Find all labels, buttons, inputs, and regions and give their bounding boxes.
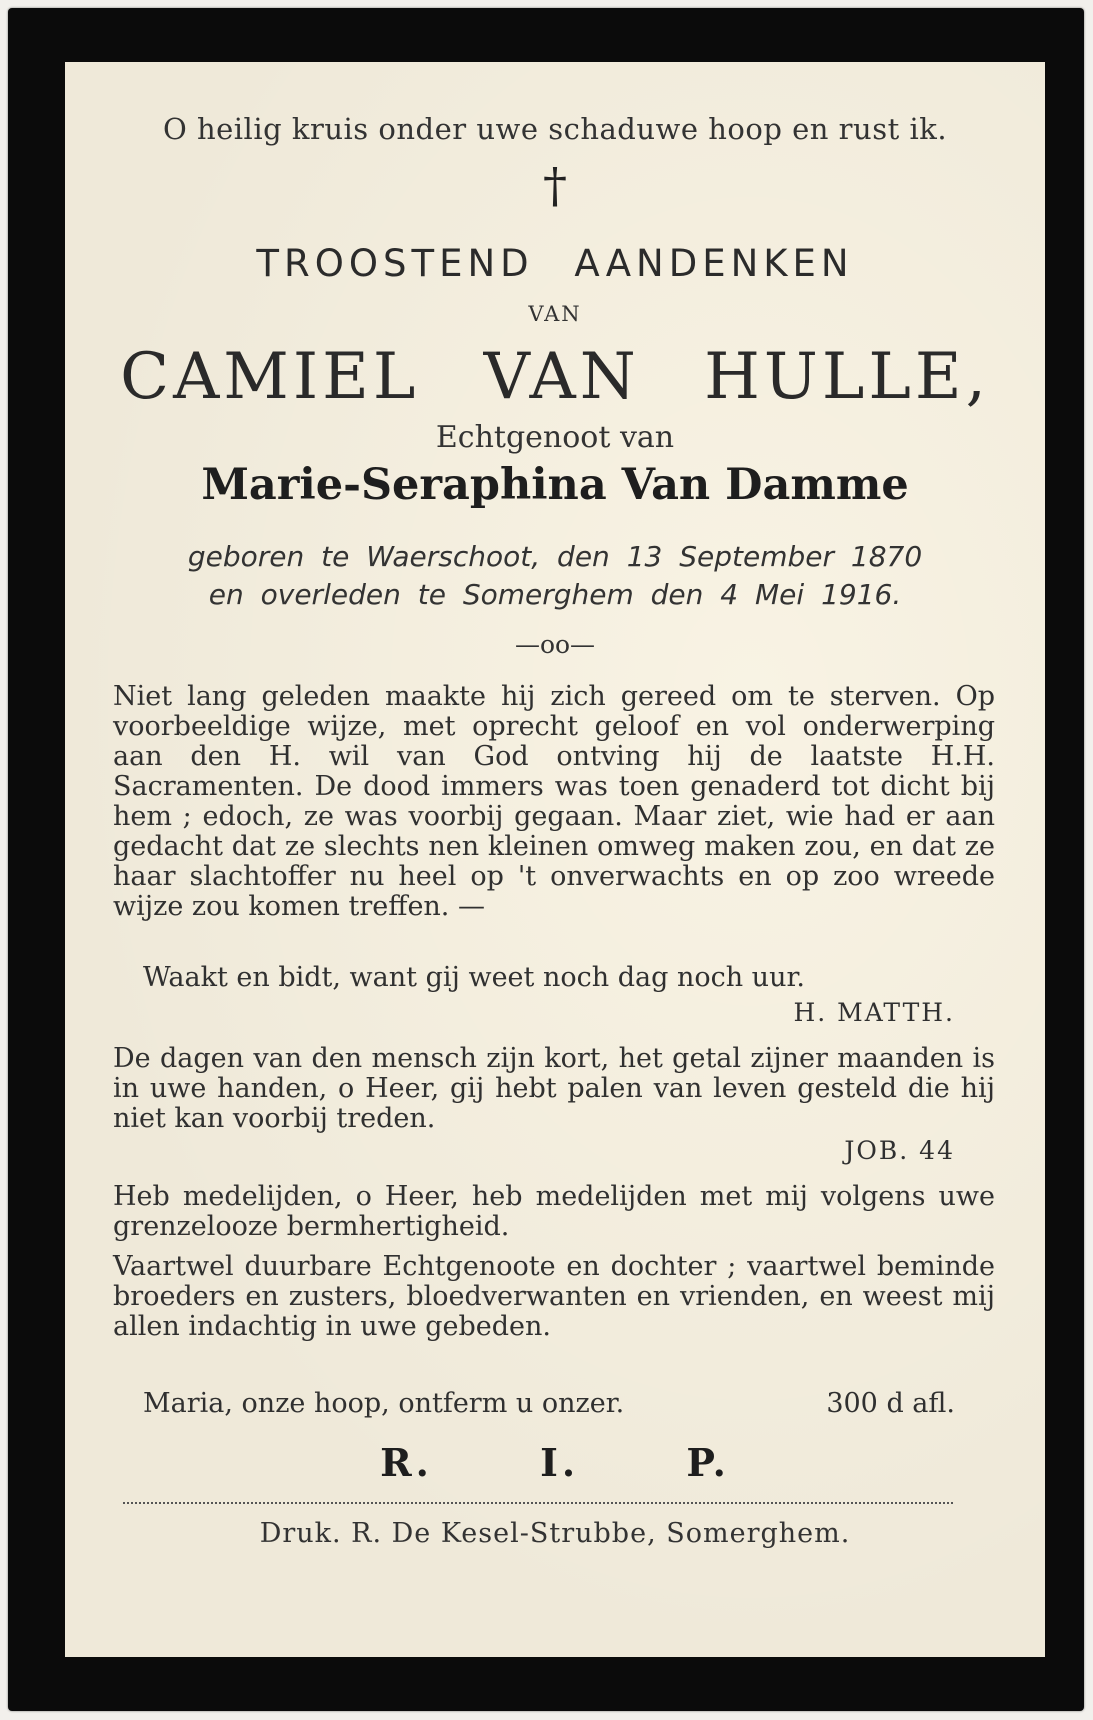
paragraph-2: De dagen van den mensch zijn kort, het getal zijner maanden is in uwe handen, o Heer, gij hebt palen van leven gesteld die hij niet kan voorbij treden. bbox=[113, 1043, 995, 1134]
cross-icon: † bbox=[543, 158, 567, 214]
van-label: VAN bbox=[528, 302, 582, 326]
quote-2-source: JOB. 44 bbox=[844, 1136, 955, 1165]
quote-1-source: H. MATTH. bbox=[793, 998, 955, 1027]
prayer-line: Maria, onze hoop, ontferm u onzer. bbox=[143, 1388, 625, 1419]
memorial-card bbox=[8, 8, 1084, 1711]
rip: R. I. P. bbox=[380, 1440, 730, 1485]
paragraph-4: Vaartwel duurbare Echtgenoote en dochter ; vaartwel beminde broeders en zusters, bloedverwanten en vrienden, en weest mij allen indachtig in uwe gebeden. bbox=[113, 1251, 995, 1342]
deceased-name: CAMIEL VAN HULLE, bbox=[120, 340, 990, 414]
death-line: en overleden te Somerghem den 4 Mei 1916. bbox=[208, 578, 902, 611]
spouse-intro: Echtgenoot van bbox=[435, 420, 675, 455]
separator: —oo— bbox=[514, 630, 596, 659]
dotted-divider bbox=[123, 1502, 953, 1504]
motto: O heilig kruis onder uwe schaduwe hoop en rust ik. bbox=[162, 112, 948, 146]
printer-credit: Druk. R. De Kesel-Strubbe, Somerghem. bbox=[259, 1518, 851, 1549]
birth-line: geboren te Waerschoot, den 13 September 1870 bbox=[187, 540, 923, 573]
paragraph-3: Heb medelijden, o Heer, heb medelijden met mij volgens uwe grenzelooze bermhertigheid. bbox=[113, 1181, 995, 1242]
card-paper bbox=[65, 62, 1045, 1657]
spouse-name: Marie-Seraphina Van Damme bbox=[201, 460, 909, 510]
quote-1: Waakt en bidt, want gij weet noch dag noch uur. bbox=[143, 962, 805, 993]
indulgence: 300 d afl. bbox=[826, 1388, 955, 1419]
paragraph-1: Niet lang geleden maakte hij zich gereed om te sterven. Op voorbeeldige wijze, met oprecht geloof en vol onderwerping aan den H. wil van God ontving hij de laatste H.H. Sacramenten. De dood immers was toen genaderd tot dicht bij hem ; edoch, ze was voorbij gegaan. Maar ziet, wie had er aan gedacht dat ze slechts nen kleinen omweg maken zou, en dat ze haar slachtoffer nu heel op 't onverwachts en op zoo wreede wijze zou komen treffen. — bbox=[113, 681, 995, 922]
heading: TROOSTEND AANDENKEN bbox=[256, 242, 854, 285]
